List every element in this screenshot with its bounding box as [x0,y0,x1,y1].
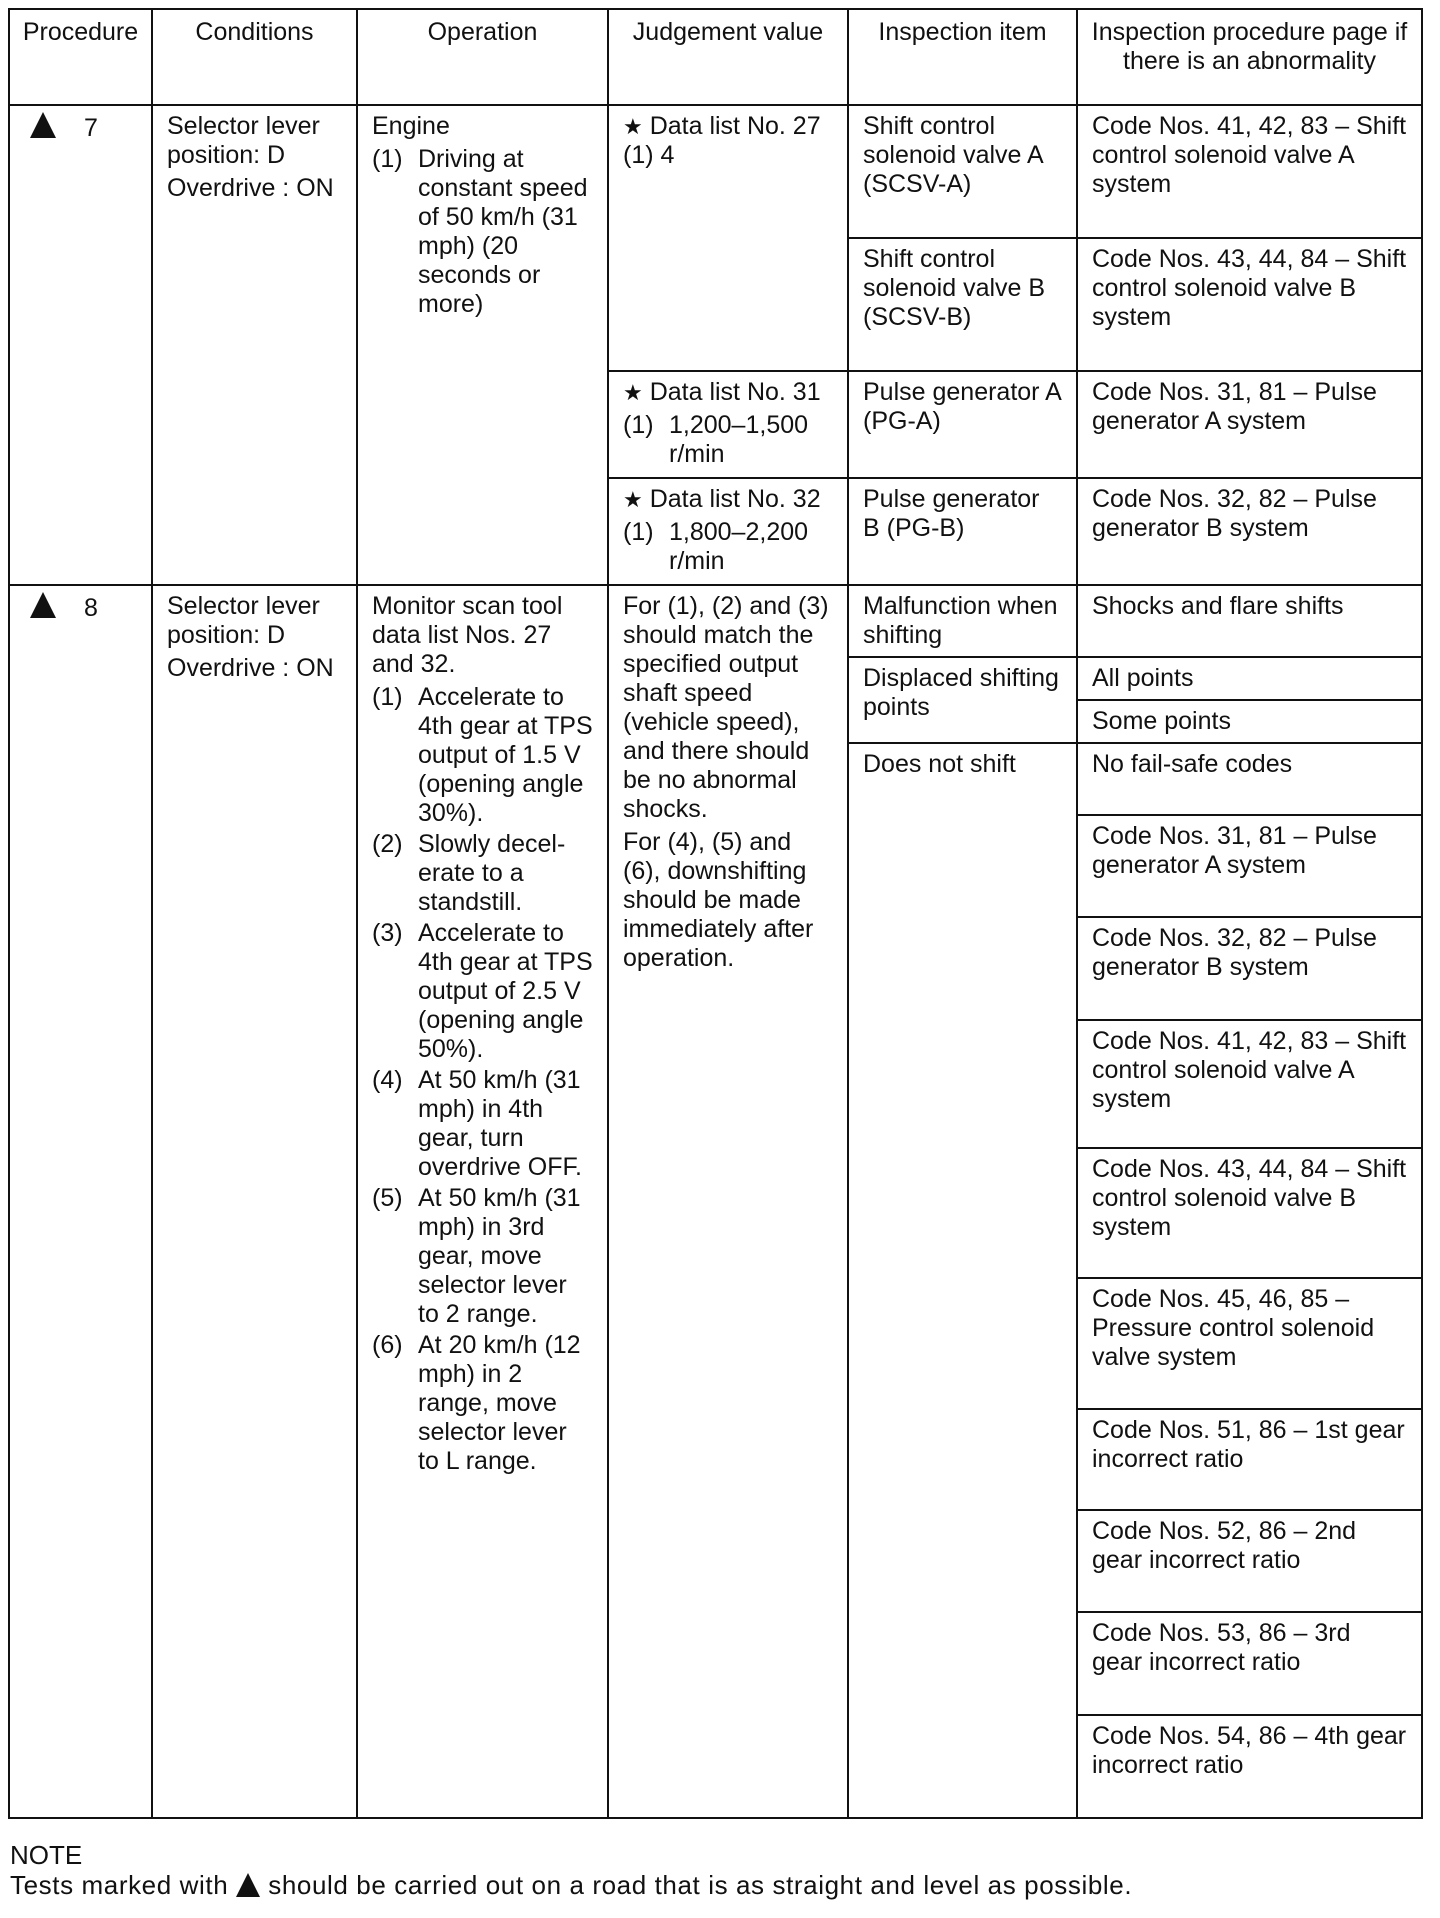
inspection-page: Code Nos. 43, 44, 84 – Shift control solenoid valve B system [1077,238,1422,371]
operation-step: (5) At 50 km/h (31 mph) in 3rd gear, move selector lever to 2 range. [372,1184,581,1328]
inspection-page: Code Nos. 31, 81 – Pulse generator A system [1077,815,1422,917]
operation-title: Engine [372,112,450,140]
operation-step: (3) Accelerate to 4th gear at TPS output of 2.5 V (opening angle 50%). [372,919,593,1063]
judgement-8 [608,585,848,1818]
header-conditions: Conditions [152,9,357,105]
operation-7 [357,105,608,585]
judgement-data-31: ★ Data list No. 31 (1) 1,200–1,500 r/min [608,371,848,478]
inspection-page: Code Nos. 31, 81 – Pulse generator A system [1077,371,1422,478]
header-operation: Operation [357,9,608,105]
inspection-page: Code Nos. 43, 44, 84 – Shift control solenoid valve B system [1077,1148,1422,1278]
inspection-page: Code Nos. 51, 86 – 1st gear incorrect ratio [1077,1409,1422,1510]
operation-step: (4) At 50 km/h (31 mph) in 4th gear, turn overdrive OFF. [372,1066,582,1181]
header-inspection-item: Inspection item [848,9,1077,105]
header-inspection-page: Inspection procedure page if there is an abnormality [1077,9,1422,105]
star-icon: ★ [623,487,643,512]
judgement-data-32: ★ Data list No. 32 (1) 1,800–2,200 r/min [608,478,848,585]
inspection-page: Code Nos. 45, 46, 85 – Pressure control solenoid valve system [1077,1278,1422,1409]
condition-selector: Selector lever position: D [167,592,320,649]
star-icon: ★ [623,114,643,139]
road-test-triangle-icon [30,592,56,618]
inspection-page: Code Nos. 41, 42, 83 – Shift control solenoid valve A system [1077,1020,1422,1148]
inspection-page: Code Nos. 52, 86 – 2nd gear incorrect ratio [1077,1510,1422,1612]
inspection-page: All points [1077,657,1422,700]
star-icon: ★ [623,380,643,405]
judgement-data-27: ★ Data list No. 27 (1) 4 [608,105,848,371]
operation-step: (1) Accelerate to 4th gear at TPS output of 1.5 V (opening angle 30%). [372,683,593,827]
inspection-item: Does not shift [848,743,1077,1818]
inspection-item: Pulse generator B (PG-B) [848,478,1077,585]
procedure-number: 7 [84,114,98,142]
header-row [9,9,1422,105]
condition-overdrive: Overdrive : ON [167,174,334,202]
inspection-page: Some points [1077,700,1422,743]
inspection-item: Malfunction when shifting [848,585,1077,657]
inspection-page: Code Nos. 41, 42, 83 – Shift control solenoid valve A system [1077,105,1422,238]
operation-step: (6) At 20 km/h (12 mph) in 2 range, move selector lever to L range. [372,1331,581,1475]
inspection-item: Shift control solenoid valve A (SCSV-A) [848,105,1077,238]
table-row [9,105,1422,238]
inspection-page: No fail-safe codes [1077,743,1422,815]
condition-overdrive: Overdrive : ON [167,654,334,682]
operation-step: (2) Slowly decel-erate to a standstill. [372,830,566,916]
header-judgement-value: Judgement value [608,9,848,105]
procedure-7-cell [9,105,152,585]
inspection-page: Shocks and flare shifts [1077,585,1422,657]
inspection-table [8,8,1423,1819]
note-title: NOTE [10,1840,83,1870]
inspection-page: Code Nos. 53, 86 – 3rd gear incorrect ratio [1077,1612,1422,1715]
judgement-text-1: For (1), (2) and (3) should match the specified output shaft speed (vehicle speed), and there should be no abnormal shocks. [623,592,829,823]
operation-8 [357,585,608,1818]
inspection-page: Code Nos. 32, 82 – Pulse generator B system [1077,917,1422,1020]
procedure-8-cell [9,585,152,1818]
header-procedure: Procedure [9,9,152,105]
conditions-7 [152,105,357,585]
operation-steps [372,683,593,1476]
road-test-triangle-icon [236,1873,260,1897]
inspection-page: Code Nos. 32, 82 – Pulse generator B system [1077,478,1422,585]
procedure-number: 8 [84,594,98,622]
note-text: Tests marked with should be carried out on a road that is as straight and level as possible. [10,1870,1133,1900]
conditions-8 [152,585,357,1818]
condition-selector: Selector lever position: D [167,112,320,169]
inspection-item: Pulse generator A (PG-A) [848,371,1077,478]
inspection-item: Displaced shifting points [848,657,1077,743]
inspection-item: Shift control solenoid valve B (SCSV-B) [848,238,1077,371]
inspection-page: Code Nos. 54, 86 – 4th gear incorrect ratio [1077,1715,1422,1818]
judgement-text-2: For (4), (5) and (6), downshifting should be made immediately after operation. [623,828,814,972]
operation-step: (1) Driving at constant speed of 50 km/h (31 mph) (20 seconds or more) [372,145,588,318]
road-test-triangle-icon [30,112,56,138]
note-section [10,1840,1132,1900]
operation-intro: Monitor scan tool data list Nos. 27 and 32. [372,592,563,678]
table-row [9,585,1422,657]
